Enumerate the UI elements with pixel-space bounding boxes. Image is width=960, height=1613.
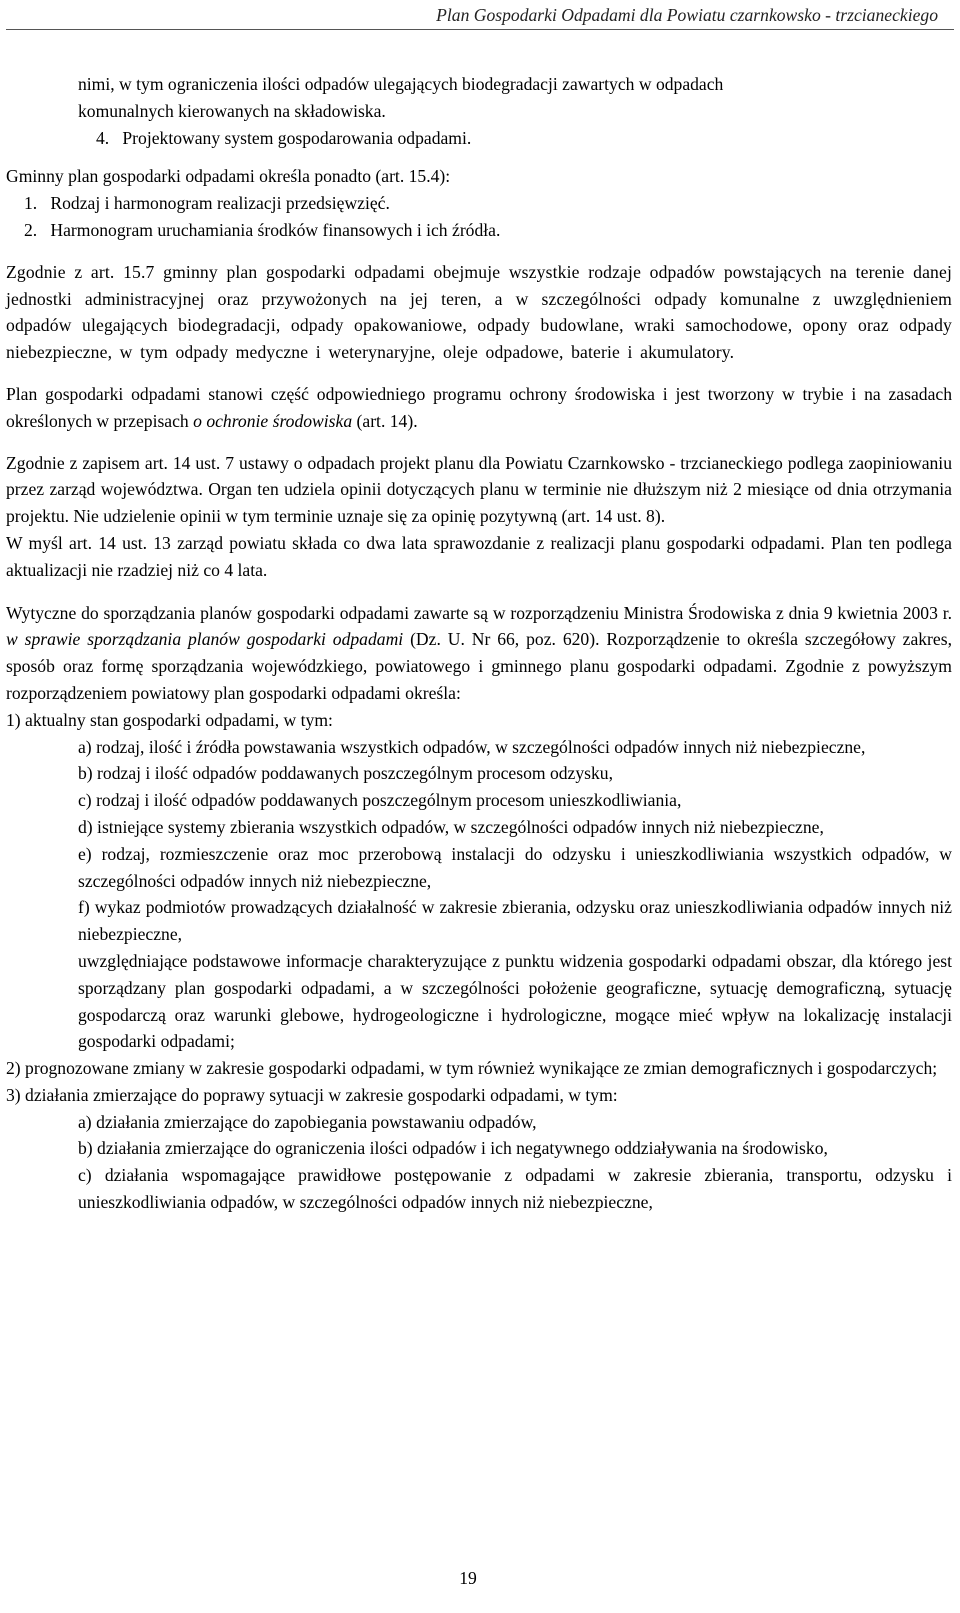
paragraph-plan-program bbox=[6, 381, 952, 435]
list-subitem-1a: a) rodzaj, ilość i źródła powstawania wszystkich odpadów, w szczególności odpadów innych niż niebezpieczne, bbox=[78, 736, 866, 757]
list-subitem-3a: a) działania zmierzające do zapobiegania powstawaniu odpadów, bbox=[78, 1111, 537, 1132]
top-block bbox=[6, 71, 952, 151]
list-item-2: 2) prognozowane zmiany w zakresie gospodarki odpadami, w tym również wynikające ze zmian demograficznych i gospodarczych; bbox=[6, 1058, 938, 1079]
list-item-1-subitems bbox=[6, 734, 952, 1056]
paragraph-art-14-7: Zgodnie z zapisem art. 14 ust. 7 ustawy o odpadach projekt planu dla Powiatu Czarnkowsko - trzcianeckiego podlega zaopiniowaniu przez zarząd województwa. Organ ten udziela opinii dotyczących planu w terminie nie dłuższym niż 2 miesiące od dnia otrzymania projektu. Nie udzielenie opinii w tym terminie uznaje się za opinię pozytywną (art. 14 ust. 8). bbox=[6, 452, 952, 527]
top-line-3: 4. Projektowany system gospodarowania odpadami. bbox=[96, 127, 472, 148]
running-header: Plan Gospodarki Odpadami dla Powiatu czarnkowsko - trzcianeckiego bbox=[436, 5, 938, 25]
paragraph-wytyczne bbox=[6, 600, 952, 707]
list-subitem-1e: e) rodzaj, rozmieszczenie oraz moc przerobową instalacji do odzysku i unieszkodliwiania wszystkich odpadów, w szczególności odpadów innych niż niebezpieczne, bbox=[78, 843, 952, 891]
header-rule bbox=[6, 29, 954, 30]
page-number: 19 bbox=[459, 1568, 477, 1588]
list-subitem-1b: b) rodzaj i ilość odpadów poddawanych poszczególnym procesom odzysku, bbox=[78, 763, 614, 784]
p5-text-after: (Dz. U. Nr 66, poz. 620). Rozporządzenie to określa szczegółowy zakres, sposób oraz formę sporządzania wojewódzkiego, powiatowego i gminnego planu gospodarki odpadami. Zgodnie z powyższym rozporządzeniem powiatowy plan gospodarki odpadami określa: bbox=[6, 629, 952, 703]
gminny-block bbox=[6, 163, 952, 243]
gminny-item-2: 2. Harmonogram uruchamiania środków finansowych i ich źródła. bbox=[24, 219, 501, 240]
p5-italic: w sprawie sporządzania planów gospodarki odpadami bbox=[6, 629, 404, 650]
list-item-3-subitems bbox=[6, 1109, 952, 1216]
list-subitem-1f: f) wykaz podmiotów prowadzących działalność w zakresie zbierania, odzysku oraz unieszkodliwiania odpadów innych niż niebezpieczne, bbox=[78, 897, 952, 945]
list-subitem-1c: c) rodzaj i ilość odpadów poddawanych poszczególnym procesom unieszkodliwiania, bbox=[78, 790, 682, 811]
p2-italic: o ochronie środowiska bbox=[193, 410, 353, 431]
p2-text-before: Plan gospodarki odpadami stanowi część odpowiedniego programu ochrony środowiska i jest tworzony w trybie i na zasadach określonych w przepisach bbox=[6, 383, 952, 431]
gminny-intro: Gminny plan gospodarki odpadami określa ponadto (art. 15.4): bbox=[6, 166, 451, 187]
requirements-list bbox=[6, 707, 952, 1216]
list-subitem-3c: c) działania wspomagające prawidłowe postępowanie z odpadami w zakresie zbierania, transportu, odzysku i unieszkodliwiania odpadów, w szczególności odpadów innych niż niebezpieczne, bbox=[78, 1165, 952, 1213]
top-line-1: nimi, w tym ograniczenia ilości odpadów ulegających biodegradacji zawartych w odpadach bbox=[78, 74, 724, 94]
p5-text-before: Wytyczne do sporządzania planów gospodarki odpadami zawarte są w rozporządzeniu Ministra Środowiska z dnia 9 kwietnia 2003 r. bbox=[6, 602, 952, 623]
paragraph-art-15-7: Zgodnie z art. 15.7 gminny plan gospodarki odpadami obejmuje wszystkie rodzaje odpadów powstających na terenie danej jednostki administracyjnej oraz przywożonych na jej teren, a w szczególności odpady komunalne z uwzględnieniem odpadów ulegających biodegradacji, odpady opakowaniowe, odpady budowlane, wraki samochodowe, opony oraz odpady niebezpieczne, w tym odpady medyczne i weterynaryjne, oleje odpadowe, baterie i akumulatory. bbox=[6, 261, 952, 363]
paragraph-art-14-13: W myśl art. 14 ust. 13 zarząd powiatu składa co dwa lata sprawozdanie z realizacji planu gospodarki odpadami. Plan ten podlega aktualizacji nie rzadziej niż co 4 lata. bbox=[6, 532, 952, 580]
page-content bbox=[6, 71, 952, 1216]
list-subitem-1d: d) istniejące systemy zbierania wszystkich odpadów, w szczególności odpadów innych niż niebezpieczne, bbox=[78, 816, 824, 837]
gminny-item-1: 1. Rodzaj i harmonogram realizacji przedsięwzięć. bbox=[24, 193, 390, 214]
list-item-1: 1) aktualny stan gospodarki odpadami, w tym: bbox=[6, 709, 333, 730]
p2-text-after: (art. 14). bbox=[352, 410, 418, 431]
list-subitem-1-note: uwzględniające podstawowe informacje charakteryzujące z punktu widzenia gospodarki odpadami obszar, dla którego jest sporządzany plan gospodarki odpadami, a w szczególności położenie geograficzne, sytuację demograficzną, sytuację gospodarczą oraz warunki glebowe, hydrogeologiczne i hydrologiczne, mogące mieć wpływ na lokalizację instalacji gospodarki odpadami; bbox=[78, 950, 952, 1052]
list-subitem-3b: b) działania zmierzające do ograniczenia ilości odpadów i ich negatywnego oddziaływania na środowisko, bbox=[78, 1138, 828, 1159]
list-item-3: 3) działania zmierzające do poprawy sytuacji w zakresie gospodarki odpadami, w tym: bbox=[6, 1084, 618, 1105]
top-line-2: komunalnych kierowanych na składowiska. bbox=[78, 100, 386, 121]
